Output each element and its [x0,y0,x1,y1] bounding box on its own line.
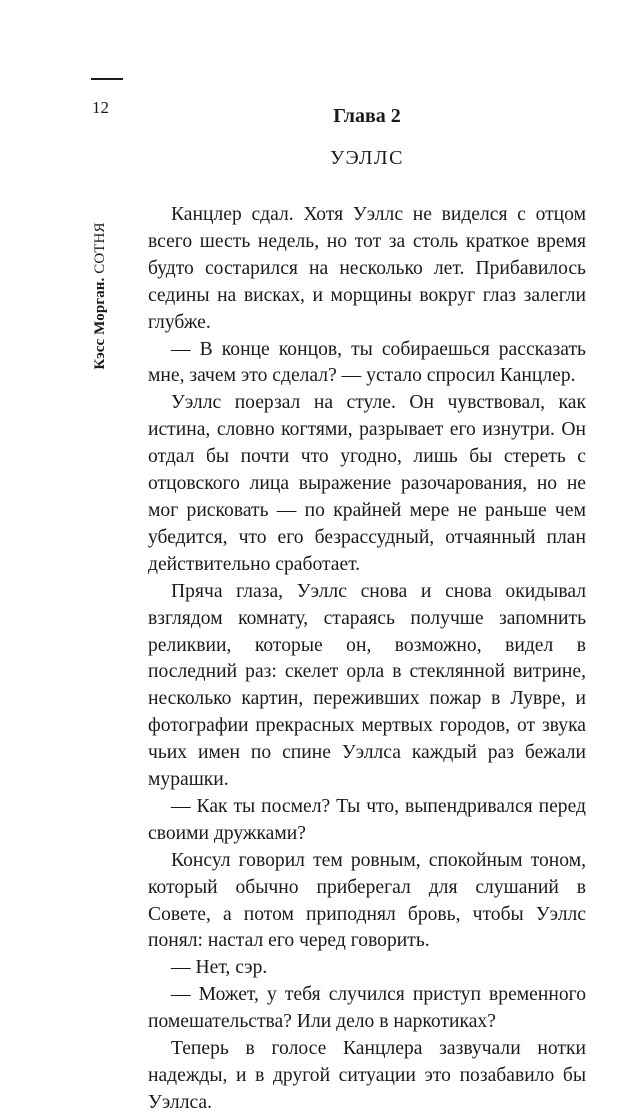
page-number: 12 [92,98,109,117]
paragraph: Уэллс поерзал на стуле. Он чувствовал, как истина, словно когтями, разрывает его изнутри. Он отдал бы почти что угодно, лишь бы стереть с отцовского лица выражение разочарования, но не мог рисковать — по крайней мере не раньше чем убедится, что его безрассудный, отчаянный план действительно сработает. [148,392,586,575]
chapter-subtitle: УЭЛЛС [330,147,404,169]
chapter-title: Глава 2 [333,105,401,127]
paragraph: Канцлер сдал. Хотя Уэллс не виделся с отцом всего шесть недель, но тот за столь краткое время будто состарился на несколько лет. Прибавилось седины на висках, и морщины вокруг глаз залегли глубже. [148,204,586,333]
paragraph: Пряча глаза, Уэллс снова и снова окидывал взглядом комнату, стараясь получше запомнить реликвии, которые он, возможно, видел в последний раз: скелет орла в стеклянной витрине, несколько картин, переживших пожар в Лувре, и фотографии прекрасных мертвых городов, от звука чьих имен по спине Уэллса каждый раз бежали мурашки. [148,580,586,791]
paragraph: — Нет, сэр. [171,957,268,979]
paragraph: — Как ты посмел? Ты что, выпендривался перед своими дружками? [148,795,586,844]
paragraph: Теперь в голосе Канцлера зазвучали нотки надежды, и в другой ситуации это позабавило бы Уэллса. [148,1038,586,1113]
running-header-text [91,222,109,369]
header-rule [91,78,123,80]
paragraph: Консул говорил тем ровным, спокойным тоном, который обычно приберегал для слушаний в Совете, а потом приподнял бровь, чтобы Уэллс понял: настал его черед говорить. [148,849,586,952]
body-text [148,202,586,1117]
running-header-book-title: СОТНЯ [92,222,108,274]
paragraph: — Может, у тебя случился приступ временного помешательства? Или дело в наркотиках? [148,984,586,1033]
running-header-author: Кэсс Морган. [92,277,108,370]
paragraph: — В конце концов, ты собираешься рассказать мне, зачем это сделал? — устало спросил Канцлер. [148,338,586,387]
